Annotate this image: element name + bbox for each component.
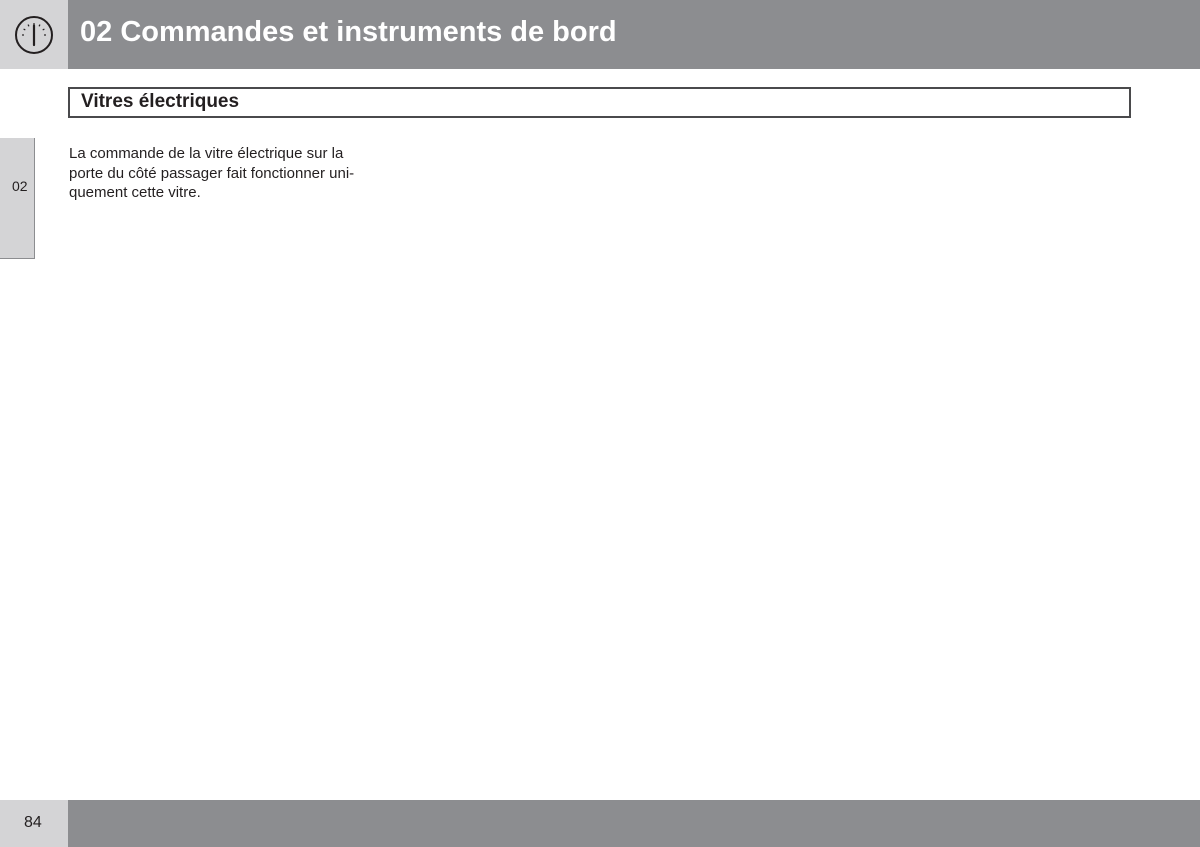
body-paragraph <box>69 144 389 203</box>
footer-bar <box>68 800 1200 847</box>
footer-page-box <box>0 800 68 847</box>
section-heading-box <box>68 87 1131 118</box>
header-icon-box <box>0 0 68 69</box>
body-line: quement cette vitre. <box>69 184 201 201</box>
section-title: Vitres électriques <box>81 91 240 112</box>
body-line: porte du côté passager fait fonctionner uni- <box>69 164 355 182</box>
chapter-title: 02 Commandes et instruments de bord <box>80 16 617 48</box>
page-number: 84 <box>24 814 42 831</box>
chapter-header <box>68 0 1200 69</box>
body-line: La commande de la vitre électrique sur la <box>69 145 344 162</box>
chapter-tab-label: 02 <box>12 178 28 194</box>
chapter-side-tab <box>0 138 35 259</box>
gauge-icon <box>14 15 54 55</box>
